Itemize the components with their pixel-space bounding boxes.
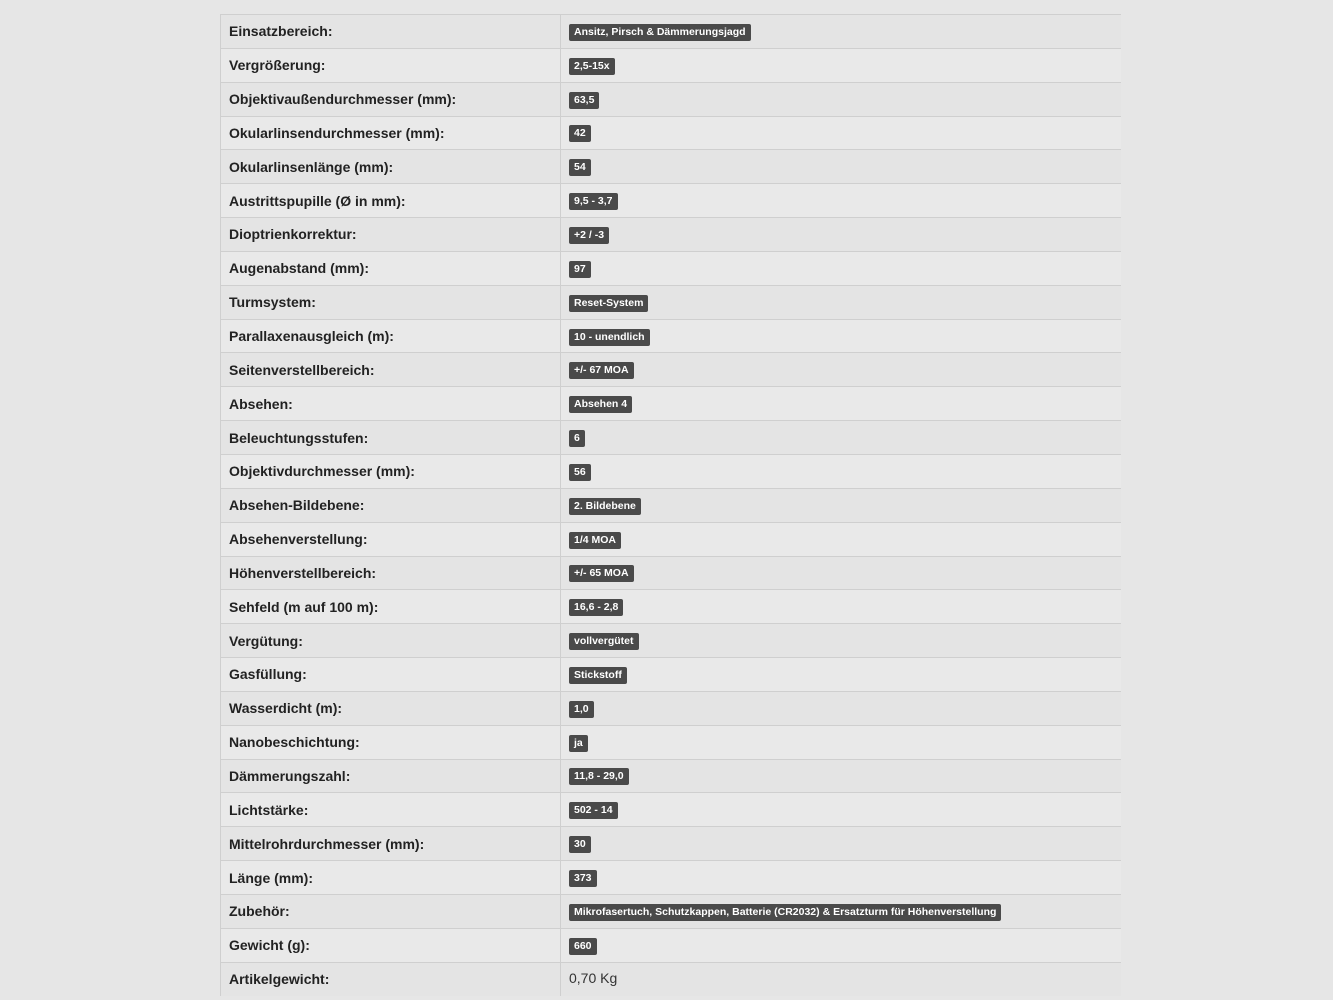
spec-label: Zubehör: [221, 894, 561, 928]
spec-value-badge: 9,5 - 3,7 [569, 193, 618, 210]
spec-value-badge: 2,5-15x [569, 58, 615, 75]
spec-value-badge: 63,5 [569, 92, 599, 109]
spec-value-badge: 97 [569, 261, 591, 278]
spec-label: Objektivaußendurchmesser (mm): [221, 82, 561, 116]
spec-row [221, 522, 1122, 556]
spec-label: Nanobeschichtung: [221, 725, 561, 759]
spec-value-badge: +2 / -3 [569, 227, 609, 244]
spec-value-cell [561, 894, 1122, 928]
spec-value-cell [561, 522, 1122, 556]
spec-value-cell [561, 150, 1122, 184]
spec-label: Vergrößerung: [221, 48, 561, 82]
spec-row [221, 624, 1122, 658]
spec-row [221, 928, 1122, 962]
spec-label: Wasserdicht (m): [221, 691, 561, 725]
spec-row [221, 759, 1122, 793]
spec-row [221, 861, 1122, 895]
spec-label: Objektivdurchmesser (mm): [221, 454, 561, 488]
spec-value-badge: Stickstoff [569, 667, 627, 684]
spec-label: Mittelrohrdurchmesser (mm): [221, 827, 561, 861]
spec-row [221, 285, 1122, 319]
spec-value-badge: vollvergütet [569, 633, 639, 650]
spec-value-cell [561, 285, 1122, 319]
spec-value-cell [561, 15, 1122, 49]
spec-label: Artikelgewicht: [221, 962, 561, 996]
spec-label: Parallaxenausgleich (m): [221, 319, 561, 353]
spec-row [221, 15, 1122, 49]
spec-value-cell [561, 658, 1122, 692]
spec-row [221, 82, 1122, 116]
spec-row [221, 590, 1122, 624]
spec-value-badge: Mikrofasertuch, Schutzkappen, Batterie (CR2032) & Ersatzturm für Höhenverstellung [569, 904, 1001, 921]
spec-value-cell [561, 48, 1122, 82]
spec-label: Absehen-Bildebene: [221, 488, 561, 522]
spec-value-badge: Absehen 4 [569, 396, 632, 413]
spec-row [221, 184, 1122, 218]
spec-value-badge: 16,6 - 2,8 [569, 599, 623, 616]
spec-value-badge: 54 [569, 159, 591, 176]
spec-value-badge: ja [569, 735, 588, 752]
spec-row [221, 116, 1122, 150]
spec-value-cell [561, 556, 1122, 590]
spec-value-cell [561, 353, 1122, 387]
spec-label: Seitenverstellbereich: [221, 353, 561, 387]
spec-value-badge: 502 - 14 [569, 802, 618, 819]
spec-value-badge: 11,8 - 29,0 [569, 768, 629, 785]
spec-label: Höhenverstellbereich: [221, 556, 561, 590]
spec-value-cell [561, 387, 1122, 421]
spec-label: Vergütung: [221, 624, 561, 658]
spec-row [221, 251, 1122, 285]
spec-label: Okularlinsendurchmesser (mm): [221, 116, 561, 150]
spec-row [221, 353, 1122, 387]
spec-label: Augenabstand (mm): [221, 251, 561, 285]
spec-row [221, 387, 1122, 421]
spec-value-badge: 6 [569, 430, 585, 447]
spec-label: Einsatzbereich: [221, 15, 561, 49]
spec-row [221, 827, 1122, 861]
spec-value-badge: 42 [569, 125, 591, 142]
spec-label: Absehenverstellung: [221, 522, 561, 556]
spec-row [221, 488, 1122, 522]
spec-label: Austrittspupille (Ø in mm): [221, 184, 561, 218]
spec-value-badge: 56 [569, 464, 591, 481]
spec-row [221, 319, 1122, 353]
spec-label: Sehfeld (m auf 100 m): [221, 590, 561, 624]
spec-value-cell [561, 218, 1122, 252]
spec-value-cell [561, 759, 1122, 793]
spec-row [221, 48, 1122, 82]
spec-value-cell [561, 251, 1122, 285]
spec-label: Lichtstärke: [221, 793, 561, 827]
spec-value-badge: 660 [569, 938, 597, 955]
spec-value-badge: 1/4 MOA [569, 532, 621, 549]
spec-row [221, 556, 1122, 590]
spec-value-badge: 1,0 [569, 701, 594, 718]
spec-row [221, 454, 1122, 488]
spec-row [221, 894, 1122, 928]
spec-value-badge: Ansitz, Pirsch & Dämmerungsjagd [569, 24, 751, 41]
spec-table-body [221, 15, 1122, 996]
spec-row [221, 658, 1122, 692]
spec-value-badge: 30 [569, 836, 591, 853]
spec-value-cell [561, 590, 1122, 624]
spec-value-cell [561, 488, 1122, 522]
spec-value-cell [561, 116, 1122, 150]
spec-row [221, 421, 1122, 455]
spec-value-cell [561, 861, 1122, 895]
spec-value-cell [561, 793, 1122, 827]
spec-row [221, 793, 1122, 827]
spec-value-cell [561, 454, 1122, 488]
spec-value-cell [561, 827, 1122, 861]
spec-value-badge: 2. Bildebene [569, 498, 641, 515]
spec-row [221, 691, 1122, 725]
spec-value-badge: +/- 65 MOA [569, 565, 634, 582]
spec-value-cell [561, 184, 1122, 218]
spec-row [221, 218, 1122, 252]
spec-label: Gasfüllung: [221, 658, 561, 692]
spec-value-text: 0,70 Kg [569, 970, 618, 987]
spec-value-cell [561, 421, 1122, 455]
spec-label: Länge (mm): [221, 861, 561, 895]
spec-value-cell [561, 962, 1122, 996]
spec-value-badge: 10 - unendlich [569, 329, 650, 346]
spec-label: Beleuchtungsstufen: [221, 421, 561, 455]
spec-row [221, 725, 1122, 759]
spec-value-cell [561, 691, 1122, 725]
spec-label: Absehen: [221, 387, 561, 421]
spec-value-cell [561, 928, 1122, 962]
spec-value-badge: 373 [569, 870, 597, 887]
spec-table [220, 14, 1121, 996]
spec-label: Dioptrienkorrektur: [221, 218, 561, 252]
spec-value-cell [561, 82, 1122, 116]
spec-label: Turmsystem: [221, 285, 561, 319]
spec-row [221, 962, 1122, 996]
spec-value-cell [561, 319, 1122, 353]
spec-label: Dämmerungszahl: [221, 759, 561, 793]
spec-value-cell [561, 624, 1122, 658]
spec-value-cell [561, 725, 1122, 759]
spec-value-badge: Reset-System [569, 295, 648, 312]
spec-value-badge: +/- 67 MOA [569, 362, 634, 379]
spec-label: Okularlinsenlänge (mm): [221, 150, 561, 184]
spec-label: Gewicht (g): [221, 928, 561, 962]
spec-row [221, 150, 1122, 184]
